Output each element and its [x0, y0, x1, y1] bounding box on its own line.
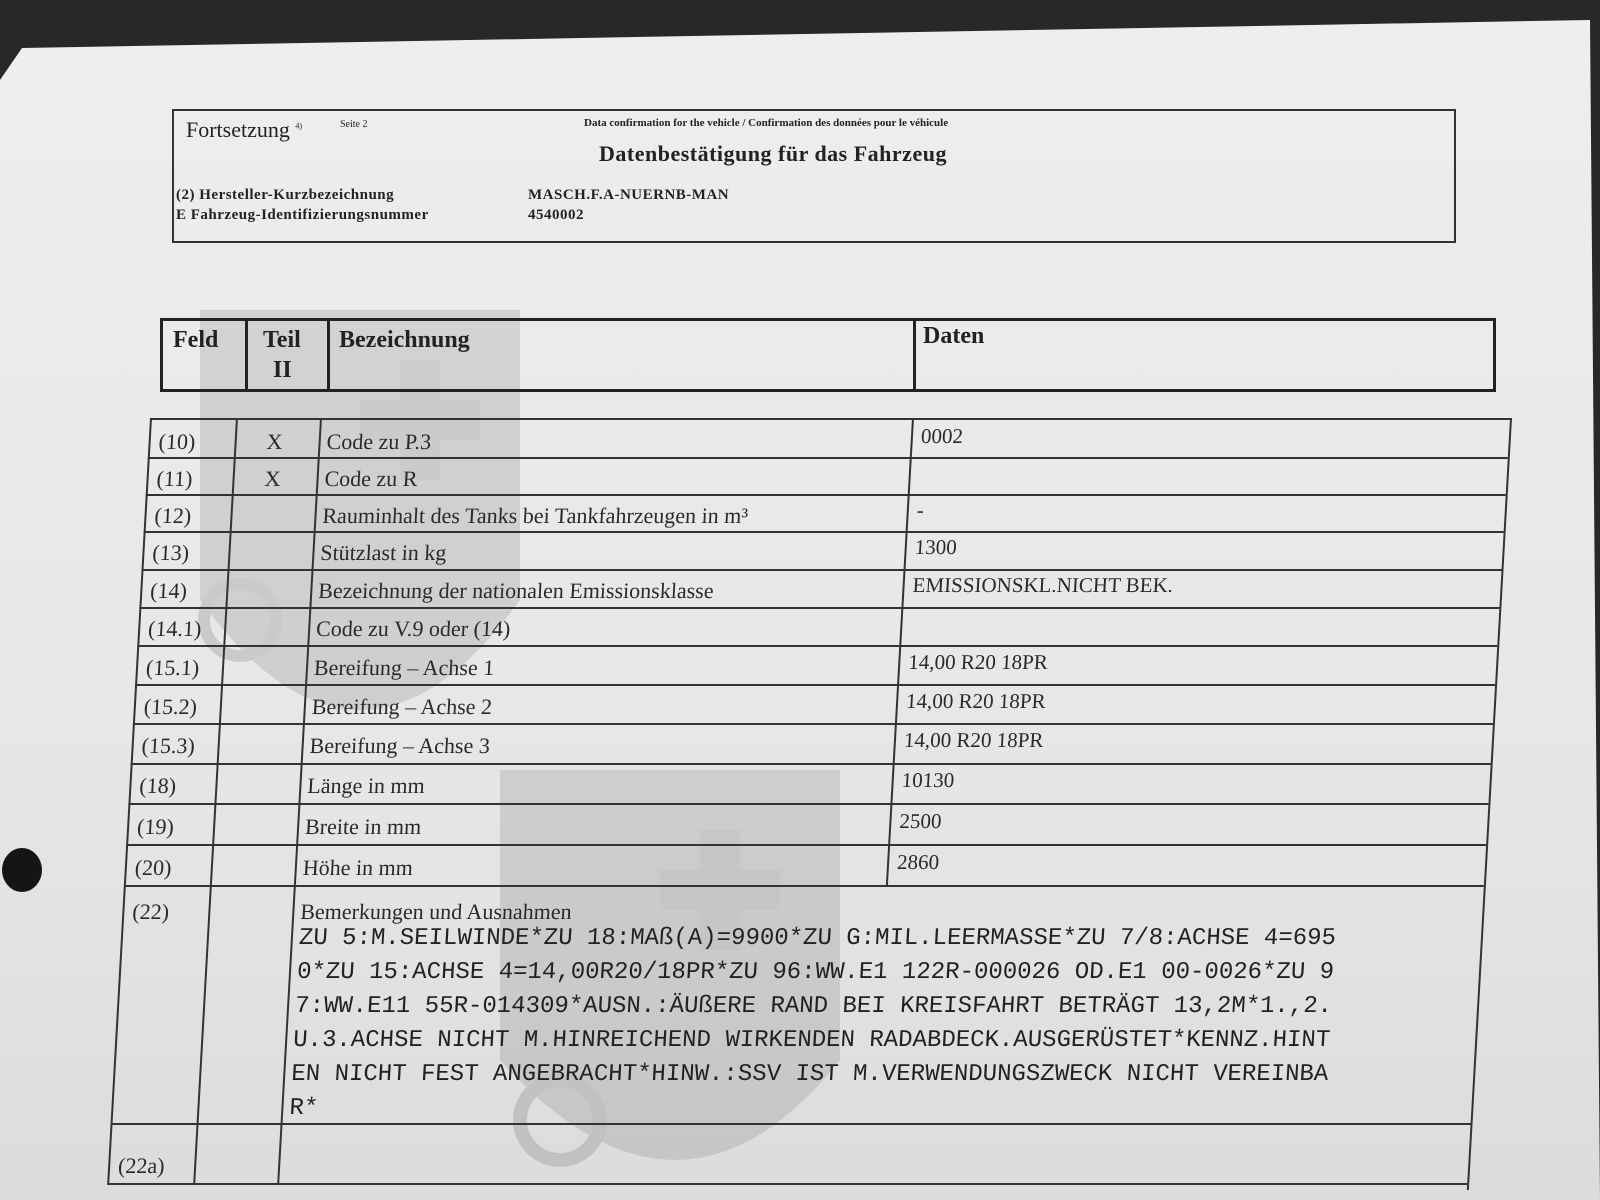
cell-divider — [899, 607, 903, 645]
row-label: Rauminhalt des Tanks bei Tankfahrzeugen in m³ — [321, 503, 749, 528]
row-part-marker: X — [265, 429, 284, 454]
cell-divider — [890, 763, 894, 803]
cell-divider — [303, 684, 307, 723]
cell-divider — [197, 885, 212, 1123]
remarks-line: 0*ZU 15:ACHSE 4=14,00R20/18PR*ZU 96:WW.E1 122R-000026 OD.E1 00-0026*ZU 9 — [296, 959, 1335, 986]
row-value: EMISSIONSKL.NICHT BEK. — [911, 573, 1174, 597]
table-row — [128, 763, 1490, 805]
cell-divider — [908, 457, 912, 494]
row-field-number: (19) — [136, 814, 175, 839]
continuation-label: Fortsetzung $^{4)}$ — [186, 117, 303, 142]
cell-divider — [214, 763, 218, 803]
cell-divider — [219, 684, 223, 723]
row-value: 2860 — [896, 850, 940, 874]
row-label: Bereifung – Achse 2 — [311, 694, 493, 719]
row-part-marker: X — [263, 466, 282, 491]
row-label: Code zu V.9 oder (14) — [315, 616, 512, 641]
row-label: Breite in mm — [304, 814, 422, 839]
cell-divider — [230, 494, 234, 531]
table-row — [148, 420, 1510, 459]
vin-label: E Fahrzeug-Identifizierungsnummer — [176, 207, 429, 223]
row-field-number: (15.2) — [143, 694, 198, 719]
cell-divider — [312, 531, 316, 569]
col-bezeichnung: Bezeichnung — [339, 327, 470, 353]
row-label: Stützlast in kg — [319, 540, 448, 565]
cell-divider — [296, 803, 300, 844]
cell-divider — [294, 844, 298, 885]
cell-divider — [318, 420, 322, 457]
row-field-number: (15.3) — [140, 733, 196, 758]
footnote-marker: 4) — [295, 121, 303, 131]
cell-divider — [906, 494, 910, 531]
row-value: 2500 — [898, 809, 943, 833]
col-feld: Feld — [173, 327, 219, 353]
row-field-number: (12) — [153, 503, 192, 528]
cell-divider — [210, 844, 214, 885]
table-row — [139, 569, 1501, 609]
cell-divider — [895, 684, 899, 723]
cell-divider — [298, 763, 302, 803]
column-header — [160, 318, 1496, 392]
cell-divider — [886, 844, 890, 885]
cell-divider — [225, 569, 229, 607]
cell-divider — [301, 723, 305, 763]
row-field-number: (11) — [155, 466, 194, 491]
table-row — [124, 844, 1486, 887]
table-row — [146, 457, 1508, 496]
cell-divider — [888, 803, 892, 844]
cell-divider — [897, 645, 901, 684]
cell-divider — [223, 607, 227, 645]
cell-divider — [277, 1123, 282, 1183]
row-field-number: (18) — [138, 773, 177, 798]
row-field-number: (14.1) — [147, 616, 203, 641]
page-label: Seite 2 — [340, 119, 368, 130]
table-row-22a — [107, 1123, 1470, 1185]
col-daten: Daten — [923, 323, 985, 349]
col-teil: Teil — [263, 327, 301, 353]
table-row — [137, 607, 1499, 647]
manufacturer-value: MASCH.F.A-NUERNB-MAN — [528, 187, 730, 203]
row-value: 10130 — [901, 768, 955, 792]
cell-divider — [221, 645, 225, 684]
row-field-number: (22a) — [117, 1153, 166, 1178]
cell-divider — [212, 803, 216, 844]
row-value: 14,00 R20 18PR — [905, 689, 1047, 713]
cell-divider — [893, 723, 897, 763]
remarks-line: U.3.ACHSE NICHT M.HINREICHEND WIRKENDEN RADABDECK.AUSGERÜSTET*KENNZ.HINT — [292, 1027, 1331, 1054]
data-table — [107, 418, 1512, 1190]
table-row — [126, 803, 1488, 846]
row-label: Bereifung – Achse 3 — [308, 733, 491, 758]
cell-divider — [904, 531, 908, 569]
row-label: Code zu R — [323, 466, 419, 491]
row-value: 1300 — [914, 535, 958, 559]
cell-divider — [193, 1123, 198, 1183]
row-value: 14,00 R20 18PR — [907, 650, 1049, 674]
remarks-line: ZU 5:M.SEILWINDE*ZU 18:MAß(A)=9900*ZU G:MIL.LEERMASSE*ZU 7/8:ACHSE 4=695 — [298, 925, 1337, 952]
row-value: 0002 — [920, 424, 964, 448]
row-label: Code zu P.3 — [325, 429, 432, 454]
table-row — [144, 494, 1506, 533]
cell-divider — [314, 494, 318, 531]
row-label: Bezeichnung der nationalen Emissionsklasse — [317, 578, 715, 603]
row-label: Bereifung – Achse 1 — [313, 655, 495, 680]
cell-divider — [316, 457, 320, 494]
manufacturer-label: (2) Hersteller-Kurzbezeichnung — [176, 187, 395, 203]
cell-divider — [234, 420, 238, 457]
col-teil-2: II — [273, 357, 292, 383]
cell-divider — [228, 531, 232, 569]
row-field-number: (13) — [151, 540, 190, 565]
remarks-line: R* — [288, 1095, 319, 1122]
cell-divider — [910, 420, 914, 457]
row-field-number: (10) — [157, 429, 197, 454]
row-value: - — [916, 498, 925, 522]
table-row — [135, 645, 1497, 686]
punch-hole — [2, 848, 42, 892]
cell-divider — [305, 645, 309, 684]
table-row — [141, 531, 1503, 571]
row-field-number: (15.1) — [145, 655, 200, 680]
row-field-number: (14) — [149, 578, 188, 603]
cell-divider — [217, 723, 221, 763]
cell-divider — [307, 607, 311, 645]
row-label: Höhe in mm — [302, 855, 414, 880]
row-field-number: (20) — [134, 855, 173, 880]
remarks-line: 7:WW.E11 55R-014309*AUSN.:ÄUßERE RAND BEI KREISFAHRT BETRÄGT 13,2M*1.,2. — [294, 993, 1333, 1020]
remarks-row — [110, 885, 1483, 1125]
cell-divider — [232, 457, 236, 494]
row-value: 14,00 R20 18PR — [903, 728, 1045, 752]
remarks-field-number: (22) — [131, 899, 170, 924]
document-title: Datenbestätigung für das Fahrzeug — [599, 141, 947, 166]
remarks-line: EN NICHT FEST ANGEBRACHT*HINW.:SSV IST M.VERWENDUNGSZWECK NICHT VEREINBA — [290, 1061, 1330, 1088]
cell-divider — [901, 569, 905, 607]
vin-value: 4540002 — [528, 207, 584, 223]
table-row — [131, 723, 1493, 765]
cell-divider — [309, 569, 313, 607]
row-label: Länge in mm — [306, 773, 426, 798]
confirmation-label: Data confirmation for the vehicle / Confirmation des données pour le véhicule — [584, 117, 949, 129]
header-box — [172, 109, 1456, 243]
remarks-label: Bemerkungen und Ausnahmen — [299, 899, 573, 924]
table-row — [133, 684, 1495, 725]
